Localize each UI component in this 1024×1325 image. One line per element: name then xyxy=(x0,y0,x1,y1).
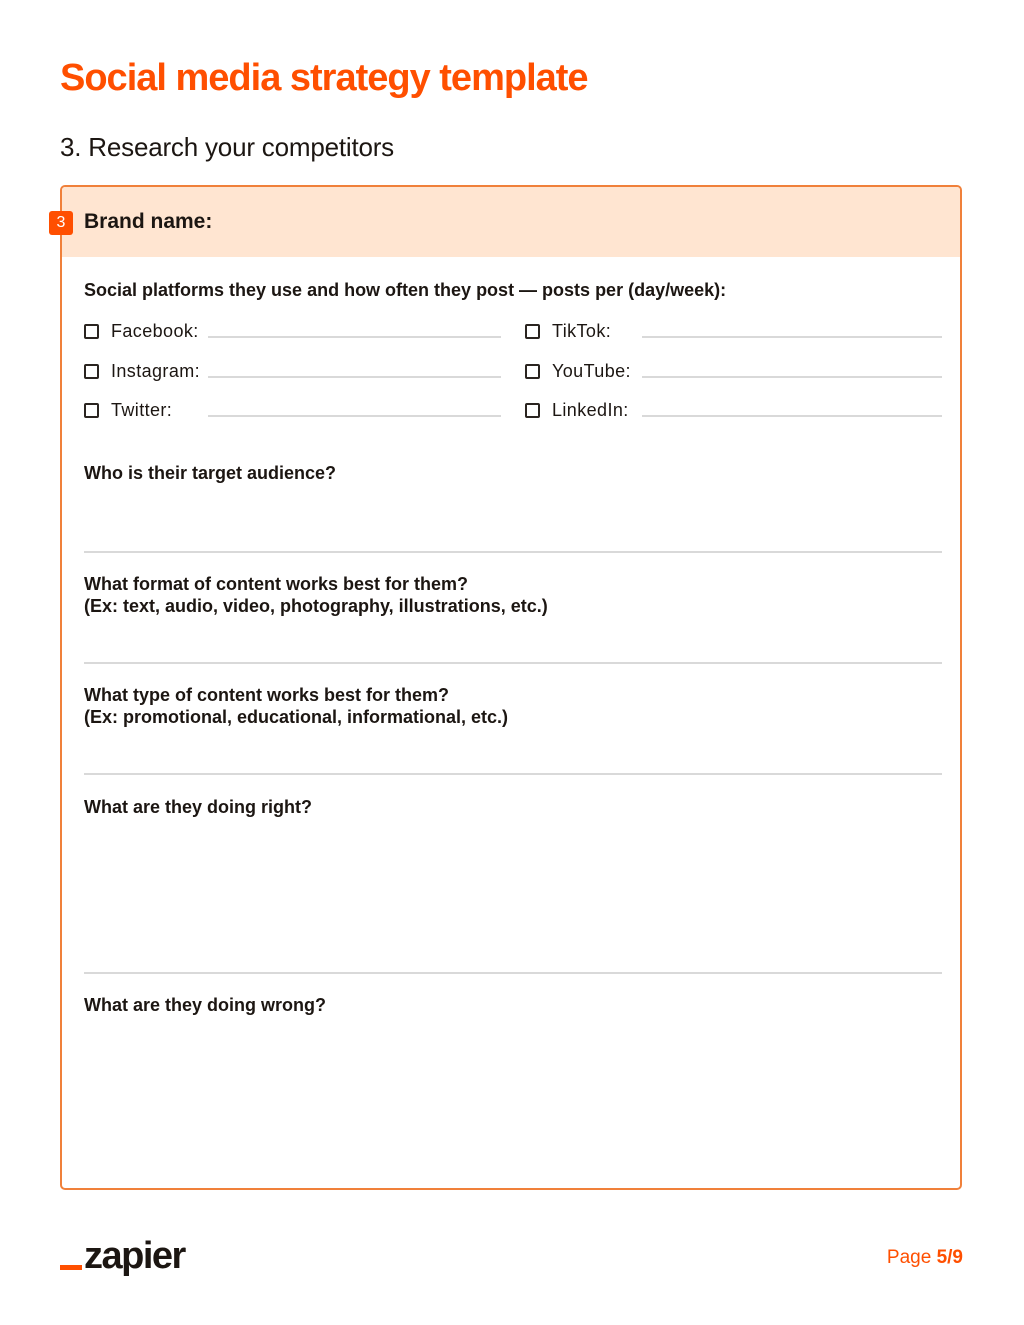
tiktok-checkbox[interactable] xyxy=(525,324,540,339)
competitor-research-card xyxy=(56,185,962,1190)
platform-label: YouTube: xyxy=(552,361,631,381)
target-audience-answer-line[interactable] xyxy=(84,551,942,553)
page-number: 5/9 xyxy=(936,1247,963,1268)
page-indicator xyxy=(887,1246,963,1270)
youtube-frequency-line[interactable] xyxy=(642,376,942,378)
instagram-checkbox[interactable] xyxy=(84,364,99,379)
platform-label: TikTok: xyxy=(552,321,612,341)
step-number-badge: 3 xyxy=(49,211,73,235)
content-type-answer-line[interactable] xyxy=(84,773,942,775)
content-format-text: What format of content works best for them? xyxy=(84,574,469,594)
logo-wordmark: zapier xyxy=(84,1235,185,1277)
content-type-hint: (Ex: promotional, educational, informational, etc.) xyxy=(84,707,509,727)
brand-name-label: Brand name: xyxy=(84,210,213,233)
platform-twitter[interactable] xyxy=(84,398,172,422)
platform-label: Facebook: xyxy=(111,321,199,341)
twitter-frequency-line[interactable] xyxy=(208,415,501,417)
target-audience-question: Who is their target audience? xyxy=(84,463,337,483)
doing-right-answer-line[interactable] xyxy=(84,972,942,974)
content-format-hint: (Ex: text, audio, video, photography, illustrations, etc.) xyxy=(84,596,548,616)
platform-youtube[interactable] xyxy=(525,359,631,383)
platform-linkedin[interactable] xyxy=(525,398,629,422)
doing-right-question: What are they doing right? xyxy=(84,797,312,817)
page-label: Page xyxy=(886,1247,932,1268)
facebook-checkbox[interactable] xyxy=(84,324,99,339)
youtube-checkbox[interactable] xyxy=(525,364,540,379)
card-header xyxy=(56,187,960,257)
platform-facebook[interactable] xyxy=(84,319,199,343)
platform-label: Instagram: xyxy=(111,361,201,381)
instagram-frequency-line[interactable] xyxy=(208,376,501,378)
platform-instagram[interactable] xyxy=(84,359,200,383)
content-type-question xyxy=(84,684,508,728)
platform-label: LinkedIn: xyxy=(552,400,629,420)
tiktok-frequency-line[interactable] xyxy=(642,336,942,338)
document-title: Social media strategy template xyxy=(60,57,588,99)
linkedin-frequency-line[interactable] xyxy=(642,415,942,417)
logo-underscore-mark xyxy=(60,1265,82,1270)
content-format-question xyxy=(84,573,548,617)
platforms-prompt: Social platforms they use and how often they post — posts per (day/week): xyxy=(84,280,727,300)
twitter-checkbox[interactable] xyxy=(84,403,99,418)
content-type-text: What type of content works best for them? xyxy=(84,685,450,705)
linkedin-checkbox[interactable] xyxy=(525,403,540,418)
platform-label: Twitter: xyxy=(111,400,173,420)
section-title: 3. Research your competitors xyxy=(60,132,394,162)
facebook-frequency-line[interactable] xyxy=(208,336,501,338)
content-format-answer-line[interactable] xyxy=(84,662,942,664)
platform-tiktok[interactable] xyxy=(525,319,611,343)
zapier-logo xyxy=(60,1228,185,1278)
doing-wrong-question: What are they doing wrong? xyxy=(84,995,326,1015)
